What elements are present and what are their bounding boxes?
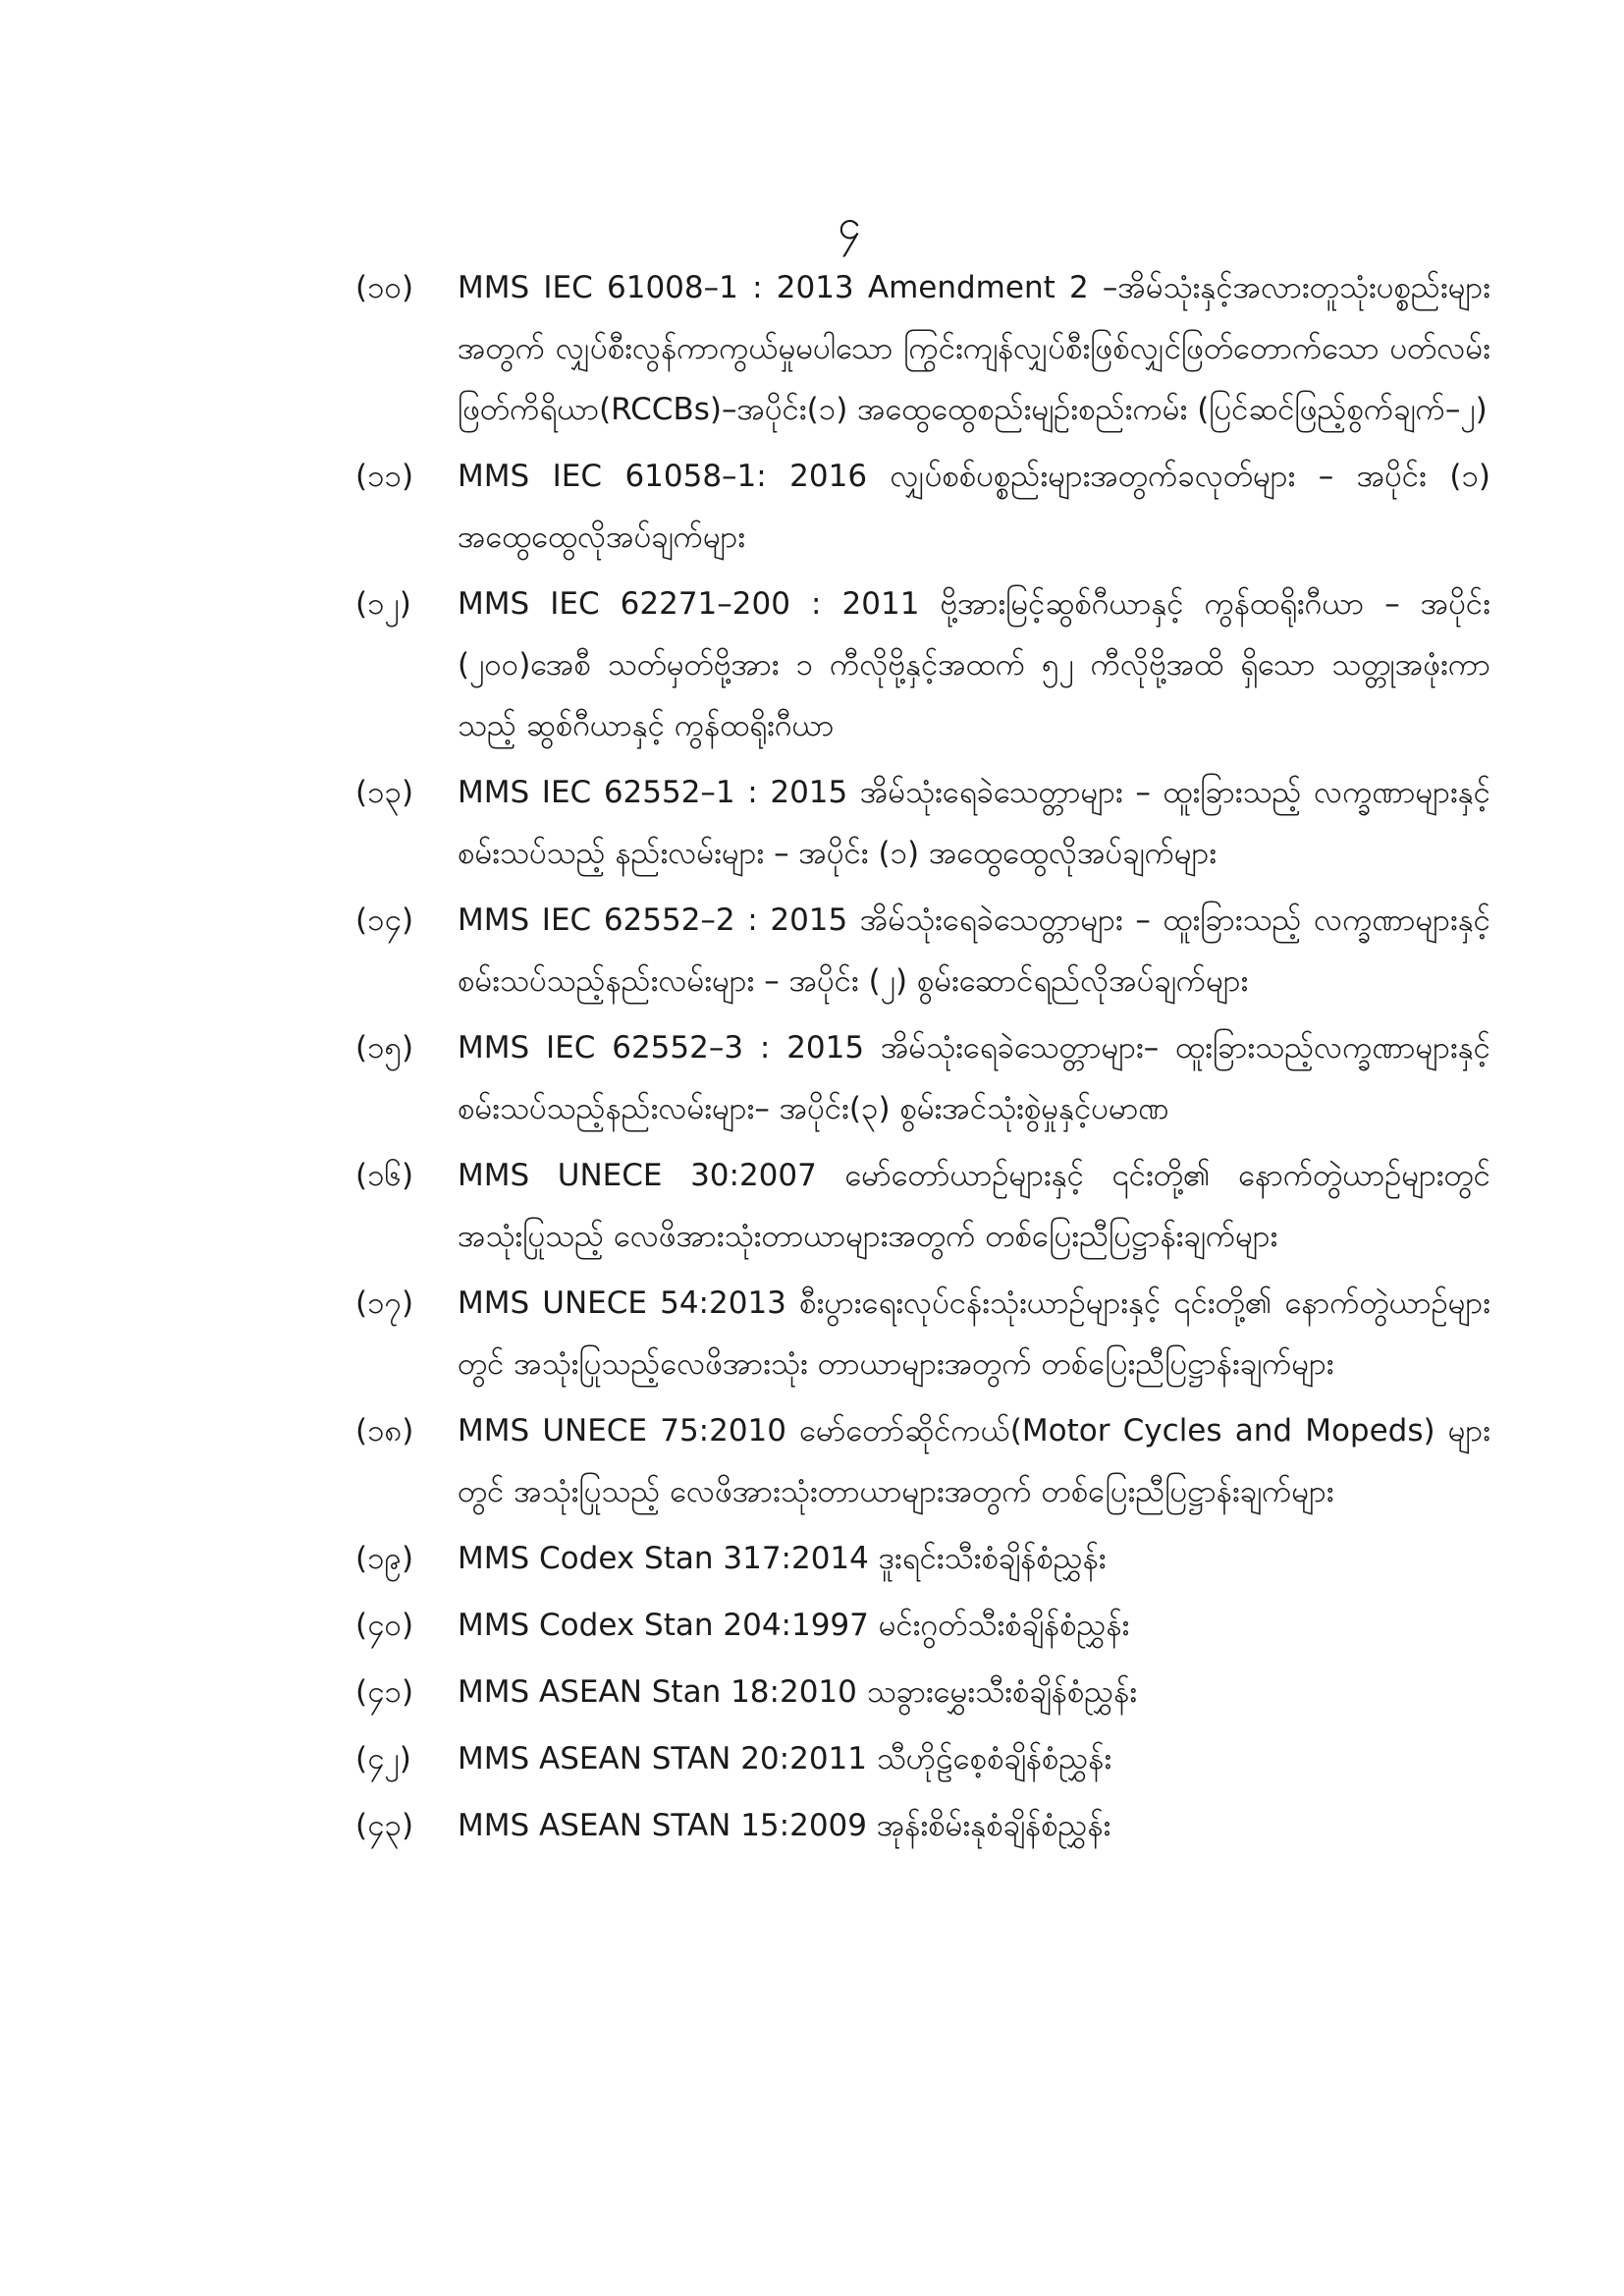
list-item: [355, 890, 1490, 1011]
item-number: (၁၁): [355, 459, 414, 494]
item-text: MMS ASEAN STAN 15:2009 အုန်းစိမ်းနုစံချိန်စံညွှန်း: [458, 1808, 1111, 1843]
item-number: (၄၁): [355, 1674, 414, 1710]
list-item: [355, 1728, 1490, 1789]
item-number: (၄၂): [355, 1741, 411, 1777]
list-item: [355, 257, 1490, 440]
item-number: (၁၈): [355, 1413, 414, 1449]
item-text: MMS Codex Stan 204:1997 မင်းဂွတ်သီးစံချိန်စံညွှန်း: [458, 1608, 1130, 1643]
item-number: (၁၅): [355, 1030, 414, 1066]
list-item: [355, 1595, 1490, 1656]
list-item: [355, 1400, 1490, 1522]
item-number: (၁၉): [355, 1541, 414, 1576]
list-item: [355, 1662, 1490, 1722]
item-number: (၁၇): [355, 1285, 414, 1321]
list-item: [355, 1273, 1490, 1394]
list-item: [355, 1145, 1490, 1267]
item-text: MMS IEC 62271–200 : 2011 ဗို့အားမြင့်ဆွစ်ဂီယာနှင့် ကွန်ထရိုးဂီယာ – အပိုင်း (၂၀၀)အေစီ သတ်မှတ်ဗို့အား ၁ ကီလိုဗို့နှင့်အထက် ၅၂ ကီလိုဗို့အထိ ရှိသော သတ္တုအဖုံးကာသည့် ဆွစ်ဂီယာနှင့် ကွန်ထရိုးဂီယာ: [458, 586, 1490, 743]
item-text: MMS IEC 62552–1 : 2015 အိမ်သုံးရေခဲသေတ္တာများ – ထူးခြားသည့် လက္ခဏာများနှင့်စမ်းသပ်သည့် နည်းလမ်းများ – အပိုင်း (၁) အထွေထွေလိုအပ်ချက်များ: [458, 775, 1490, 871]
item-number: (၁၂): [355, 586, 411, 622]
item-text: MMS Codex Stan 317:2014 ဒူးရင်းသီးစံချိန်စံညွှန်း: [458, 1541, 1107, 1576]
item-text: MMS IEC 62552–3 : 2015 အိမ်သုံးရေခဲသေတ္တာများ– ထူးခြားသည့်လက္ခဏာများနှင့်စမ်းသပ်သည့်နည်းလမ်းများ– အပိုင်း(၃) စွမ်းအင်သုံးစွဲမှုနှင့်ပမာဏ: [458, 1030, 1490, 1126]
item-number: (၁၄): [355, 902, 414, 938]
item-text: MMS UNECE 30:2007 မော်တော်ယာဉ်များနှင့် ၎င်းတို့၏ နောက်တွဲယာဉ်များတွင် အသုံးပြုသည့် လေဖိအားသုံးတာယာများအတွက် တစ်ပြေးညီပြဋ္ဌာန်းချက်များ: [458, 1158, 1490, 1254]
item-number: (၄၀): [355, 1608, 414, 1643]
item-number: (၄၃): [355, 1808, 414, 1843]
item-text: MMS IEC 62552–2 : 2015 အိမ်သုံးရေခဲသေတ္တာများ – ထူးခြားသည့် လက္ခဏာများနှင့် စမ်းသပ်သည့်နည်းလမ်းများ – အပိုင်း (၂) စွမ်းဆောင်ရည်လိုအပ်ချက်များ: [458, 902, 1490, 999]
list-item: [355, 1528, 1490, 1589]
item-number: (၁၃): [355, 775, 414, 810]
item-text: MMS IEC 61058–1: 2016 လျှပ်စစ်ပစ္စည်းများအတွက်ခလုတ်များ – အပိုင်း (၁) အထွေထွေလိုအပ်ချက်များ: [458, 459, 1490, 555]
item-text: MMS IEC 61008–1 : 2013 Amendment 2 –အိမ်သုံးနှင့်အလားတူသုံးပစ္စည်းများအတွက် လျှပ်စီးလွန်ကာကွယ်မှုမပါသော ကြွင်းကျန်လျှပ်စီးဖြစ်လျှင်ဖြတ်တောက်သော ပတ်လမ်းဖြတ်ကိရိယာ(RCCBs)–အပိုင်း(၁) အထွေထွေစည်းမျဉ်းစည်းကမ်း (ပြင်ဆင်ဖြည့်စွက်ချက်–၂): [458, 270, 1490, 427]
item-text: MMS UNECE 75:2010 မော်တော်ဆိုင်ကယ်(Motor Cycles and Mopeds) များတွင် အသုံးပြုသည့် လေဖိအားသုံးတာယာများအတွက် တစ်ပြေးညီပြဋ္ဌာန်းချက်များ: [458, 1413, 1490, 1509]
page-number: ၄: [838, 200, 861, 248]
item-text: MMS ASEAN STAN 20:2011 သီဟိုဠ်စေ့စံချိန်စံညွှန်း: [458, 1741, 1112, 1777]
item-text: MMS UNECE 54:2013 စီးပွားရေးလုပ်ငန်းသုံးယာဉ်များနှင့် ၎င်းတို့၏ နောက်တွဲယာဉ်များတွင် အသုံးပြုသည့်လေဖိအားသုံး တာယာများအတွက် တစ်ပြေးညီပြဋ္ဌာန်းချက်များ: [458, 1285, 1490, 1382]
item-number: (၁၆): [355, 1158, 414, 1193]
standards-list: [355, 257, 1490, 1862]
list-item: [355, 762, 1490, 884]
list-item: [355, 1795, 1490, 1856]
list-item: [355, 446, 1490, 568]
list-item: [355, 1017, 1490, 1139]
item-text: MMS ASEAN Stan 18:2010 သခွားမွှေးသီးစံချိန်စံညွှန်း: [458, 1674, 1138, 1710]
list-item: [355, 574, 1490, 756]
item-number: (၁၀): [355, 270, 414, 305]
